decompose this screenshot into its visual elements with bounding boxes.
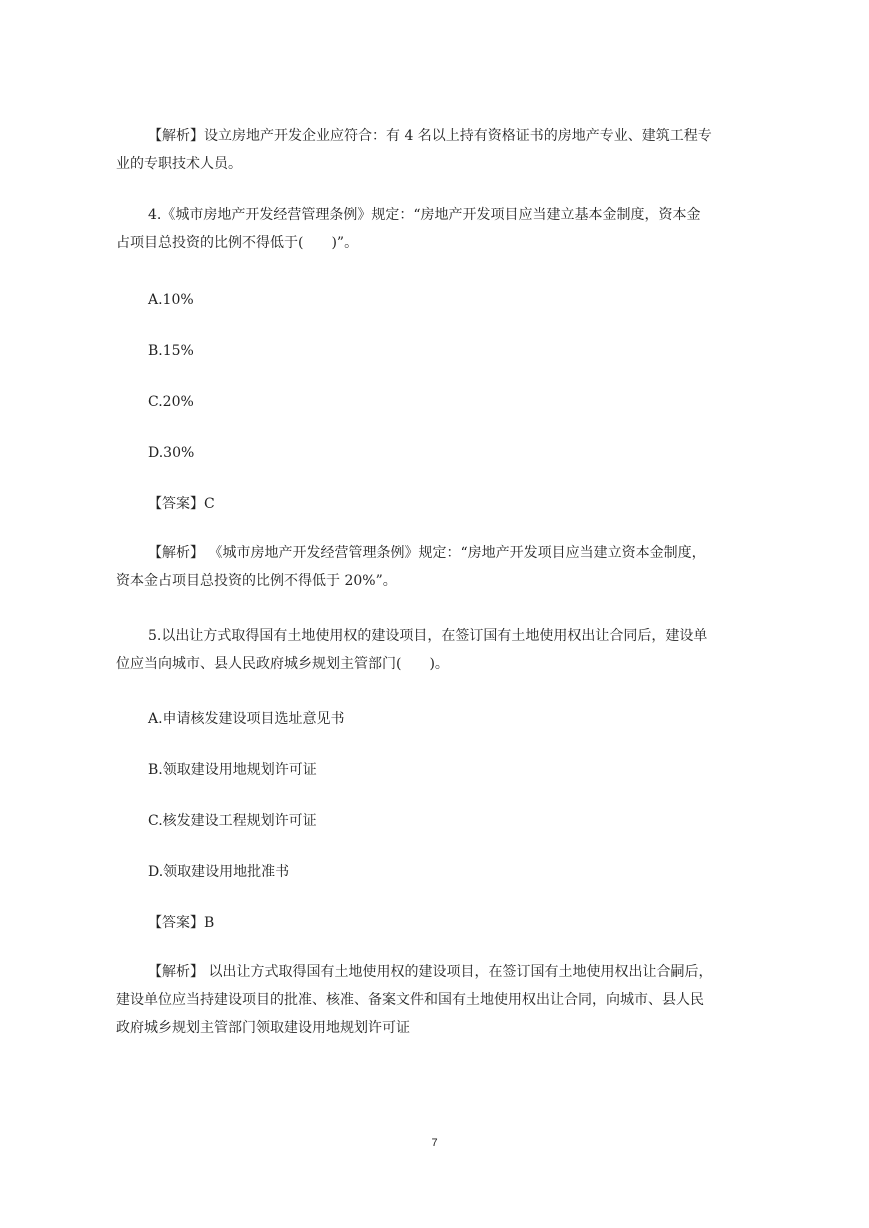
text-line: 位应当向城市、县人民政府城乡规划主管部门( )。 xyxy=(116,656,449,672)
text-line: 【解析】 以出让方式取得国有土地使用权的建设项目，在签订国有土地使用权出让合嗣后， xyxy=(148,964,713,980)
text-line: 业的专职技术人员。 xyxy=(116,156,242,172)
question-5-stem xyxy=(116,622,776,678)
question-5-option-b: B.领取建设用地规划许可证 xyxy=(148,762,317,778)
question-5-answer: 【答案】B xyxy=(148,915,215,931)
question-4-option-c: C.20% xyxy=(148,394,194,410)
text-line: 【解析】设立房地产开发企业应符合：有 4 名以上持有资格证书的房地产专业、建筑工程专 xyxy=(148,128,712,144)
page-number: 7 xyxy=(431,1137,438,1149)
question-5-option-a: A.申请核发建设项目选址意见书 xyxy=(148,711,345,727)
text-line: 政府城乡规划主管部门领取建设用地规划许可证 xyxy=(116,1020,410,1036)
analysis-paragraph xyxy=(116,122,776,178)
question-5-option-d: D.领取建设用地批准书 xyxy=(148,864,290,880)
question-4-option-a: A.10% xyxy=(148,292,194,308)
text-line: 建设单位应当持建设项目的批准、核准、备案文件和国有土地使用权出让合同，向城市、县人民 xyxy=(116,992,704,1008)
text-line: 4.《城市房地产开发经营管理条例》规定：“房地产开发项目应当建立基本金制度，资本金 xyxy=(148,207,701,223)
question-4-answer: 【答案】C xyxy=(148,496,215,512)
text-line: 5.以出让方式取得国有土地使用权的建设项目，在签订国有土地使用权出让合同后，建设单 xyxy=(148,628,708,644)
question-4-analysis xyxy=(116,539,776,595)
text-line: 资本金占项目总投资的比例不得低于 20%”。 xyxy=(116,573,397,589)
question-4-option-d: D.30% xyxy=(148,445,195,461)
text-line: 占项目总投资的比例不得低于( )”。 xyxy=(116,235,359,251)
question-4-stem xyxy=(116,201,776,257)
text-line: 【解析】 《城市房地产开发经营管理条例》规定：“房地产开发项目应当建立资本金制度， xyxy=(148,545,706,561)
question-5-analysis xyxy=(116,958,776,1042)
question-5-option-c: C.核发建设工程规划许可证 xyxy=(148,813,317,829)
question-4-option-b: B.15% xyxy=(148,343,194,359)
